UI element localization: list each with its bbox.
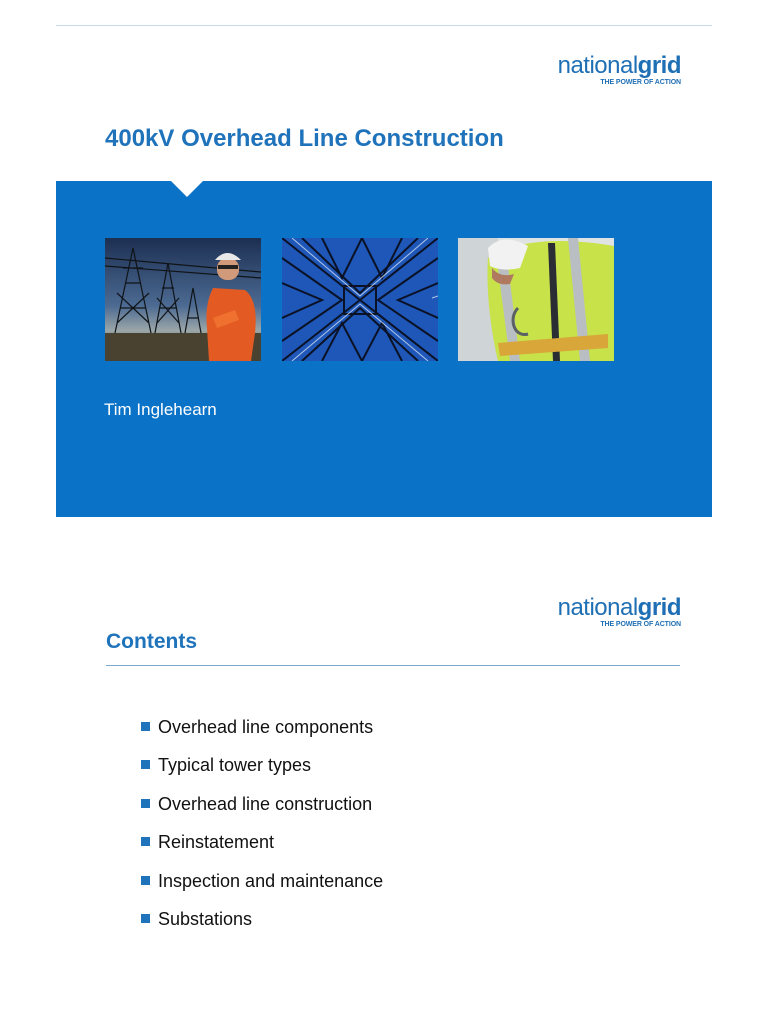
logo-wordmark-regular: national: [557, 52, 638, 79]
square-bullet-icon: [141, 760, 150, 769]
logo-tagline: THE POWER OF ACTION: [600, 79, 681, 86]
list-item-label: Inspection and maintenance: [158, 870, 384, 891]
square-bullet-icon: [141, 876, 150, 885]
list-item: [141, 905, 383, 943]
list-item-label: Overhead line components: [158, 717, 374, 737]
list-item-label: Overhead line construction: [158, 793, 373, 814]
list-item-label: Typical tower types: [158, 755, 312, 776]
logo-wordmark: [547, 54, 681, 78]
logo-wordmark: [547, 596, 681, 620]
list-item: [141, 828, 383, 866]
top-divider: [56, 25, 712, 26]
square-bullet-icon: [141, 799, 150, 808]
lineman-with-pylons-photo: [105, 238, 261, 361]
list-item-label: Reinstatement: [158, 832, 275, 853]
list-item: [141, 751, 383, 789]
list-item-label: Substations: [158, 908, 253, 929]
logo-wordmark-regular: national: [557, 594, 638, 621]
logo-wordmark-bold: grid: [637, 594, 681, 621]
list-item: [141, 867, 383, 905]
slide-title: 400kV Overhead Line Construction: [105, 125, 504, 152]
national-grid-logo: [547, 54, 681, 86]
band-notch: [171, 181, 203, 197]
square-bullet-icon: [141, 837, 150, 846]
list-item: [141, 790, 383, 828]
author-name: Tim Inglehearn: [104, 400, 217, 419]
contents-list: [141, 713, 383, 943]
logo-tagline: THE POWER OF ACTION: [600, 621, 681, 628]
contents-title: Contents: [106, 630, 197, 653]
contents-divider: [106, 665, 680, 666]
list-item: [141, 713, 383, 751]
tower-lattice-photo: [282, 238, 438, 361]
logo-wordmark-bold: grid: [637, 52, 681, 79]
square-bullet-icon: [141, 914, 150, 923]
square-bullet-icon: [141, 722, 150, 731]
worker-in-hivis-photo: [458, 238, 614, 361]
national-grid-logo: [547, 596, 681, 628]
